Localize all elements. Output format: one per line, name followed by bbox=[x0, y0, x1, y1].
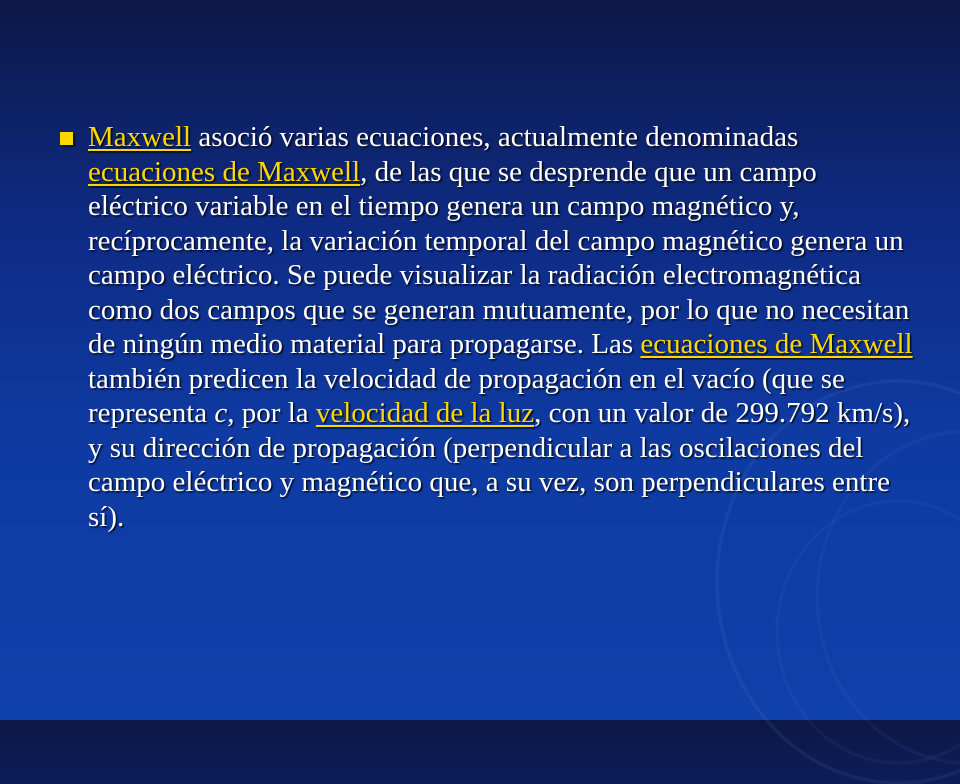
link-ecuaciones-de-maxwell[interactable]: ecuaciones de Maxwell bbox=[88, 155, 361, 188]
link-ecuaciones-de-maxwell[interactable]: ecuaciones de Maxwell bbox=[640, 328, 913, 360]
paragraph-text: , de las que se desprende que un campo eléctrico variable en el tiempo genera un campo magnético y, recíprocamente, la variación temporal del campo magnético genera un campo eléctrico. Se puede visualizar la radiación electromagnética como dos campos que se generan mutuamente, por lo que no necesitan de ningún medio material para propagarse. Las bbox=[88, 155, 910, 360]
slide-content bbox=[60, 120, 920, 534]
bullet-item bbox=[60, 120, 920, 534]
paragraph-text: también predicen la velocidad de propagación en el vacío (que se representa bbox=[88, 362, 845, 429]
square-bullet-icon bbox=[60, 132, 73, 145]
link-maxwell[interactable]: Maxwell bbox=[88, 121, 192, 153]
paragraph-text: asoció varias ecuaciones, actualmente denominadas bbox=[191, 121, 799, 153]
speed-of-light-symbol: c bbox=[214, 397, 228, 429]
paragraph-text: , por la bbox=[227, 397, 316, 429]
link-velocidad-de-la-luz[interactable]: velocidad de la luz bbox=[315, 397, 535, 429]
paragraph-text: , con un valor de 299.792 km/s), y su dirección de propagación (perpendicular a las oscilaciones del campo eléctrico y magnético que, a su vez, son perpendiculares entre sí). bbox=[88, 397, 911, 533]
bullet-paragraph bbox=[88, 120, 920, 534]
